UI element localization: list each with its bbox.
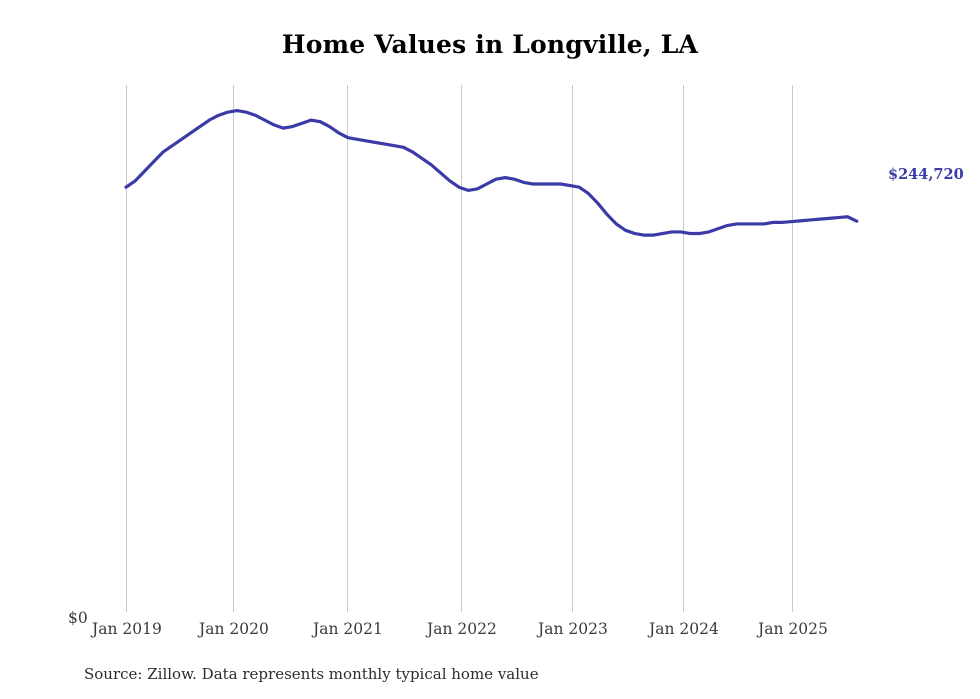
end-value-label: $244,720 bbox=[888, 166, 964, 183]
xtick-label-jan-2024: Jan 2024 bbox=[649, 620, 719, 638]
source-note: Source: Zillow. Data represents monthly typical home value bbox=[84, 665, 539, 683]
xtick-label-jan-2019: Jan 2019 bbox=[92, 620, 162, 638]
y-axis-zero-label: $0 bbox=[68, 609, 88, 627]
xtick-label-jan-2020: Jan 2020 bbox=[199, 620, 269, 638]
home-value-line bbox=[126, 111, 857, 236]
xtick-label-jan-2025: Jan 2025 bbox=[758, 620, 828, 638]
xtick-label-jan-2022: Jan 2022 bbox=[427, 620, 497, 638]
xtick-label-jan-2023: Jan 2023 bbox=[538, 620, 608, 638]
chart-title: Home Values in Longville, LA bbox=[281, 30, 699, 59]
xtick-label-jan-2021: Jan 2021 bbox=[313, 620, 383, 638]
